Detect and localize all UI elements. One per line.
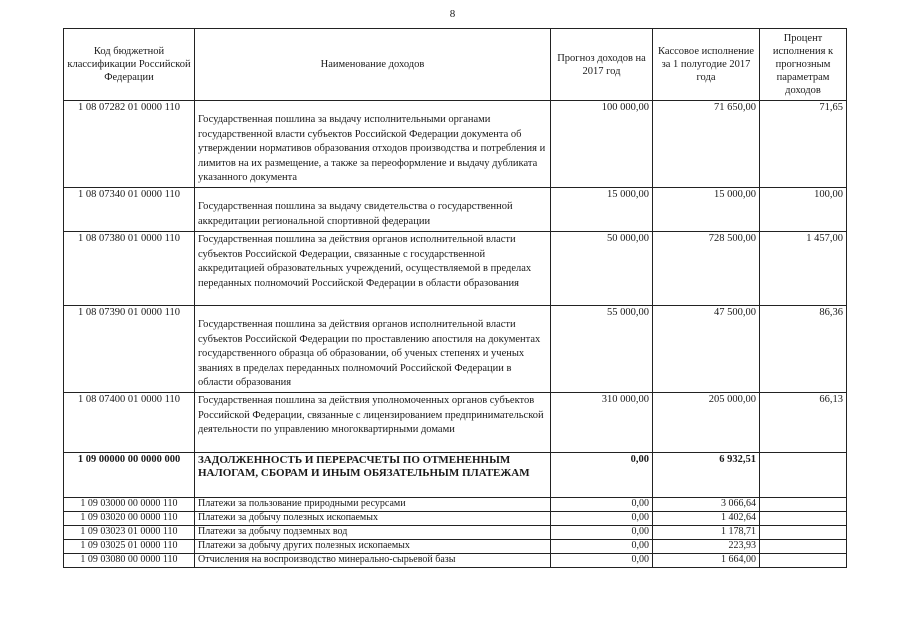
page-number: 8 [449,8,456,20]
row-execution: 1 178,71 [653,525,760,539]
row-forecast: 0,00 [551,525,653,539]
row-execution: 71 650,00 [653,101,760,188]
row-name: Государственная пошлина за действия уполномоченных органов субъектов Российской Федерации, связанные с лицензированием предпринимательской деятельности по управлению многоквартирными домами [195,392,551,452]
row-percent [760,553,847,567]
row-name: Платежи за добычу полезных ископаемых [195,511,551,525]
row-forecast: 0,00 [551,452,653,497]
row-code: 1 08 07400 01 0000 110 [64,392,195,452]
row-code: 1 08 07390 01 0000 110 [64,305,195,392]
row-percent: 1 457,00 [760,231,847,305]
row-forecast: 0,00 [551,553,653,567]
table-row [64,101,847,188]
row-code: 1 09 03023 01 0000 110 [64,525,195,539]
row-percent [760,525,847,539]
header-execution: Кассовое исполнение за 1 полугодие 2017 года [653,29,760,101]
row-code: 1 09 03080 00 0000 110 [64,553,195,567]
row-forecast: 0,00 [551,511,653,525]
row-name: Отчисления на воспроизводство минерально-сырьевой базы [195,553,551,567]
row-name: Платежи за добычу подземных вод [195,525,551,539]
table-row [64,392,847,452]
header-forecast: Прогноз доходов на 2017 год [551,29,653,101]
table-row [64,511,847,525]
row-code: 1 09 03025 01 0000 110 [64,539,195,553]
table-row [64,231,847,305]
row-forecast: 310 000,00 [551,392,653,452]
row-name: Платежи за пользование природными ресурсами [195,497,551,511]
table-header-row [64,29,847,101]
row-percent: 66,13 [760,392,847,452]
header-percent: Процент исполнения к прогнозным параметрам доходов [760,29,847,101]
header-name: Наименование доходов [195,29,551,101]
row-code: 1 09 00000 00 0000 000 [64,452,195,497]
table-row [64,497,847,511]
revenue-table [63,28,847,568]
row-execution: 223,93 [653,539,760,553]
row-forecast: 100 000,00 [551,101,653,188]
row-execution: 1 664,00 [653,553,760,567]
table-row [64,305,847,392]
row-execution: 728 500,00 [653,231,760,305]
row-name: Государственная пошлина за выдачу исполнительными органами государственной власти субъектов Российской Федерации документа об утверждении нормативов образования отходов производства и потребления и лимитов на их размещение, а также за переоформление и выдачу дубликата указанного документа [195,101,551,188]
row-percent [760,539,847,553]
row-code: 1 09 03020 00 0000 110 [64,511,195,525]
row-code: 1 08 07282 01 0000 110 [64,101,195,188]
row-percent [760,497,847,511]
row-execution: 47 500,00 [653,305,760,392]
table-row [64,553,847,567]
row-name: Государственная пошлина за действия органов исполнительной власти субъектов Российской Федерации, связанные с государственной аккредитацией образовательных учреждений, осуществляемой в пределах переданных полномочий Российской Федерации в области образования [195,231,551,305]
row-code: 1 08 07380 01 0000 110 [64,231,195,305]
table-row-section [64,452,847,497]
row-forecast: 55 000,00 [551,305,653,392]
row-percent [760,511,847,525]
row-percent: 100,00 [760,187,847,231]
row-percent: 71,65 [760,101,847,188]
table-row [64,525,847,539]
header-code: Код бюджетной классификации Российской Федерации [64,29,195,101]
row-execution: 15 000,00 [653,187,760,231]
table-row [64,539,847,553]
row-execution: 1 402,64 [653,511,760,525]
table-row [64,187,847,231]
row-execution: 205 000,00 [653,392,760,452]
row-forecast: 0,00 [551,497,653,511]
row-name: Государственная пошлина за выдачу свидетельства о государственной аккредитации региональной спортивной федерации [195,187,551,231]
row-code: 1 09 03000 00 0000 110 [64,497,195,511]
row-percent: 86,36 [760,305,847,392]
row-name: Государственная пошлина за действия органов исполнительной власти субъектов Российской Федерации по проставлению апостиля на документах государственного образца об образовании, об ученых степенях и ученых званиях в пределах переданных полномочий Российской Федерации в области образования [195,305,551,392]
row-execution: 3 066,64 [653,497,760,511]
row-percent [760,452,847,497]
row-forecast: 0,00 [551,539,653,553]
row-code: 1 08 07340 01 0000 110 [64,187,195,231]
row-name: ЗАДОЛЖЕННОСТЬ И ПЕРЕРАСЧЕТЫ ПО ОТМЕНЕННЫМ НАЛОГАМ, СБОРАМ И ИНЫМ ОБЯЗАТЕЛЬНЫМ ПЛАТЕЖАМ [195,452,551,497]
row-execution: 6 932,51 [653,452,760,497]
row-name: Платежи за добычу других полезных ископаемых [195,539,551,553]
row-forecast: 15 000,00 [551,187,653,231]
row-forecast: 50 000,00 [551,231,653,305]
